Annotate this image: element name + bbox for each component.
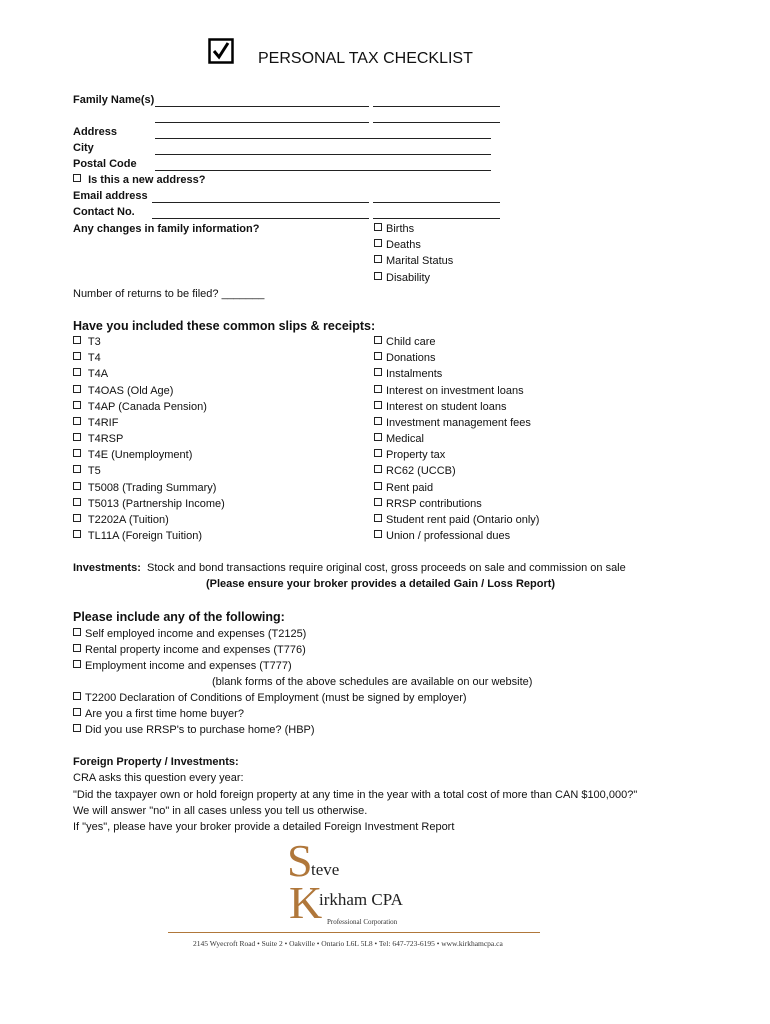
include-heading: Please include any of the following:: [73, 610, 285, 624]
slip-item-t4[interactable]: T4: [73, 352, 101, 364]
slip-item-t3[interactable]: T3: [73, 336, 101, 348]
checkbox-icon[interactable]: [374, 239, 382, 247]
checkbox-icon[interactable]: [374, 433, 382, 441]
slip-item-t4a[interactable]: T4A: [73, 368, 108, 380]
contact-label: Contact No.: [73, 206, 135, 218]
checkbox-icon[interactable]: [374, 498, 382, 506]
family-name-label: Family Name(s): [73, 94, 155, 106]
logo-line-1: teve: [311, 860, 340, 879]
receipt-item-investment-loans[interactable]: Interest on investment loans: [374, 385, 524, 397]
receipt-item-instalments[interactable]: Instalments: [374, 368, 442, 380]
slip-item-t4rsp[interactable]: T4RSP: [73, 433, 123, 445]
investments-label: Investments:: [73, 562, 141, 574]
foreign-line: "Did the taxpayer own or hold foreign property at any time in the year with a total cost of more than CAN $100,000?": [73, 789, 638, 801]
city-line[interactable]: [155, 154, 491, 155]
checkbox-icon[interactable]: [374, 255, 382, 263]
checkbox-icon[interactable]: [73, 628, 81, 636]
investments-paragraph: Investments: Stock and bond transactions require original cost, gross proceeds on sale and commission on sale: [73, 562, 626, 574]
city-label: City: [73, 142, 94, 154]
checkbox-icon[interactable]: [73, 482, 81, 490]
checkbox-icon[interactable]: [73, 514, 81, 522]
foreign-line: CRA asks this question every year:: [73, 772, 244, 784]
include-item-t777[interactable]: Employment income and expenses (T777): [73, 660, 292, 672]
change-item-deaths[interactable]: Deaths: [374, 239, 421, 251]
include-item-t776[interactable]: Rental property income and expenses (T776): [73, 644, 306, 656]
receipt-item-property-tax[interactable]: Property tax: [374, 449, 445, 461]
logo-k-letter: K: [289, 877, 323, 928]
receipt-item-medical[interactable]: Medical: [374, 433, 424, 445]
slip-item-t4oas[interactable]: T4OAS (Old Age): [73, 385, 173, 397]
checkbox-icon[interactable]: [374, 368, 382, 376]
logo-subtitle: Professional Corporation: [327, 918, 398, 926]
checkbox-icon[interactable]: [73, 336, 81, 344]
checkbox-icon[interactable]: [73, 401, 81, 409]
company-address: 2145 Wyecroft Road • Suite 2 • Oakville • Ontario L6L 5L8 • Tel: 647-723-6195 • www.kirkhamcpa.ca: [193, 939, 503, 948]
logo-divider: [168, 932, 540, 933]
slip-item-t4rif[interactable]: T4RIF: [73, 417, 118, 429]
family-name-line-2[interactable]: [373, 106, 500, 107]
checkbox-icon[interactable]: [374, 352, 382, 360]
receipt-item-donations[interactable]: Donations: [374, 352, 436, 364]
slips-heading: Have you included these common slips & receipts:: [73, 319, 376, 333]
company-logo: [287, 835, 437, 934]
logo-line-2: irkham CPA: [319, 890, 403, 909]
family-name-line-4[interactable]: [373, 122, 500, 123]
logo-s-letter: S: [287, 835, 313, 886]
contact-line-2[interactable]: [373, 218, 500, 219]
checkbox-icon[interactable]: [374, 465, 382, 473]
checkbox-icon[interactable]: [374, 514, 382, 522]
email-line-1[interactable]: [152, 202, 369, 203]
change-item-disability[interactable]: Disability: [374, 272, 430, 284]
receipt-item-union-dues[interactable]: Union / professional dues: [374, 530, 510, 542]
checkbox-icon[interactable]: [73, 660, 81, 668]
checkbox-icon[interactable]: [73, 385, 81, 393]
receipt-item-management-fees[interactable]: Investment management fees: [374, 417, 531, 429]
include-note: (blank forms of the above schedules are available on our website): [212, 676, 533, 688]
checkbox-icon[interactable]: [374, 530, 382, 538]
receipt-item-student-loans[interactable]: Interest on student loans: [374, 401, 506, 413]
email-line-2[interactable]: [373, 202, 500, 203]
checkbox-icon[interactable]: [73, 708, 81, 716]
foreign-heading: Foreign Property / Investments:: [73, 756, 239, 768]
checkbox-icon[interactable]: [374, 449, 382, 457]
checkbox-icon[interactable]: [374, 401, 382, 409]
investments-note: (Please ensure your broker provides a detailed Gain / Loss Report): [206, 578, 556, 590]
checkbox-icon[interactable]: [73, 498, 81, 506]
slip-item-t4ap[interactable]: T4AP (Canada Pension): [73, 401, 207, 413]
receipt-item-student-rent[interactable]: Student rent paid (Ontario only): [374, 514, 539, 526]
change-item-births[interactable]: Births: [374, 223, 414, 235]
email-label: Email address: [73, 190, 148, 202]
receipt-item-rrsp[interactable]: RRSP contributions: [374, 498, 482, 510]
checkbox-icon[interactable]: [374, 482, 382, 490]
family-changes-label: Any changes in family information?: [73, 223, 260, 235]
checkbox-icon[interactable]: [73, 433, 81, 441]
new-address-item[interactable]: Is this a new address?: [73, 174, 205, 186]
checkbox-icon[interactable]: [73, 449, 81, 457]
postal-code-line[interactable]: [155, 170, 491, 171]
family-name-line-1[interactable]: [155, 106, 369, 107]
address-label: Address: [73, 126, 118, 138]
checkbox-icon[interactable]: [73, 174, 81, 182]
checkbox-icon[interactable]: [73, 417, 81, 425]
include-item-t2200[interactable]: T2200 Declaration of Conditions of Employment (must be signed by employer): [73, 692, 467, 704]
checkbox-icon[interactable]: [374, 272, 382, 280]
checkbox-icon[interactable]: [73, 368, 81, 376]
slip-item-tl11a[interactable]: TL11A (Foreign Tuition): [73, 530, 202, 542]
checkbox-icon[interactable]: [374, 336, 382, 344]
change-item-marital-status[interactable]: Marital Status: [374, 255, 453, 267]
receipt-item-child-care[interactable]: Child care: [374, 336, 436, 348]
checkbox-icon[interactable]: [374, 385, 382, 393]
checkbox-checked-icon: [208, 38, 234, 64]
returns-question: Number of returns to be filed? _______: [73, 288, 265, 300]
checkbox-icon[interactable]: [73, 352, 81, 360]
checkbox-icon[interactable]: [73, 465, 81, 473]
page-title: PERSONAL TAX CHECKLIST: [258, 50, 473, 67]
slip-item-t2202a[interactable]: T2202A (Tuition): [73, 514, 169, 526]
contact-line-1[interactable]: [152, 218, 369, 219]
postal-code-label: Postal Code: [73, 158, 137, 170]
family-name-line-3[interactable]: [155, 122, 369, 123]
slip-item-t5013[interactable]: T5013 (Partnership Income): [73, 498, 225, 510]
include-item-first-home[interactable]: Are you a first time home buyer?: [73, 708, 244, 720]
slip-item-t4e[interactable]: T4E (Unemployment): [73, 449, 192, 461]
receipt-item-rent-paid[interactable]: Rent paid: [374, 482, 433, 494]
checkbox-icon[interactable]: [73, 692, 81, 700]
receipt-item-rc62[interactable]: RC62 (UCCB): [374, 465, 456, 477]
address-line[interactable]: [155, 138, 491, 139]
foreign-line: We will answer "no" in all cases unless you tell us otherwise.: [73, 805, 368, 817]
foreign-line: If "yes", please have your broker provide a detailed Foreign Investment Report: [73, 821, 455, 833]
checkbox-icon[interactable]: [374, 223, 382, 231]
checkbox-icon[interactable]: [73, 530, 81, 538]
checkbox-icon[interactable]: [374, 417, 382, 425]
slip-item-t5008[interactable]: T5008 (Trading Summary): [73, 482, 216, 494]
include-item-hbp[interactable]: Did you use RRSP's to purchase home? (HBP): [73, 724, 315, 736]
slip-item-t5[interactable]: T5: [73, 465, 101, 477]
include-item-t2125[interactable]: Self employed income and expenses (T2125): [73, 628, 306, 640]
checkbox-icon[interactable]: [73, 644, 81, 652]
checkbox-icon[interactable]: [73, 724, 81, 732]
